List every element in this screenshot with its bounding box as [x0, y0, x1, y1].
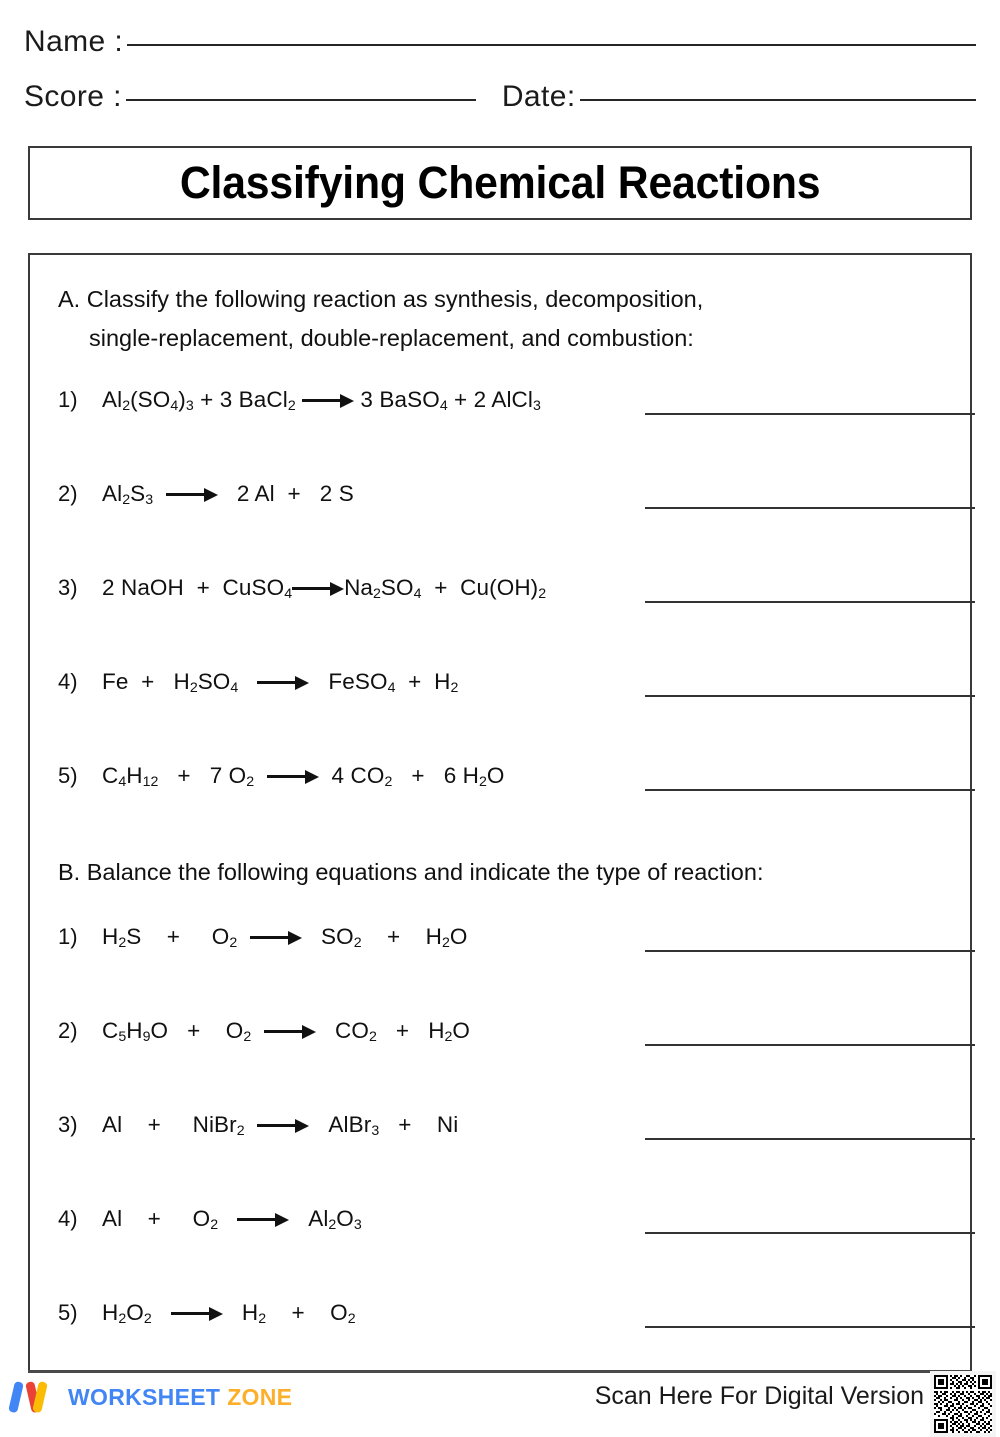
- answer-blank-a3[interactable]: [645, 601, 975, 603]
- name-label: Name :: [24, 25, 124, 58]
- reaction-arrow-icon: [171, 1305, 223, 1321]
- footer-divider: [28, 1370, 972, 1373]
- equation-row-b2: [58, 1014, 974, 1048]
- score-label: Score :: [24, 80, 122, 113]
- section-b-heading-line1: B. Balance the following equations and indicate the type of reaction:: [58, 859, 764, 885]
- score-input-line[interactable]: [126, 99, 476, 101]
- logo-mark-icon: [14, 1381, 60, 1413]
- equation-expression-a4: Fe + H $_2$ SO $_4$ FeSO $_4$ + H $_2$: [102, 669, 459, 696]
- reaction-arrow-icon: [302, 392, 354, 408]
- reaction-arrow-icon: [237, 1211, 289, 1227]
- reaction-arrow-icon: [292, 580, 344, 596]
- section-b-heading: [58, 853, 763, 892]
- reaction-arrow-icon: [257, 674, 309, 690]
- section-a-heading-line2: single-replacement, double-replacement, and combustion:: [89, 325, 694, 352]
- scan-instruction-text: Scan Here For Digital Version: [594, 1382, 924, 1410]
- worksheet-content-box: [28, 253, 972, 1372]
- answer-blank-a5[interactable]: [645, 789, 975, 791]
- equation-number: 5): [58, 763, 78, 788]
- title-box: [28, 146, 972, 220]
- worksheet-zone-logo[interactable]: [14, 1380, 292, 1414]
- logo-text-zone: ZONE: [227, 1383, 293, 1410]
- equation-expression-b5: H $_2$ O $_2$ H $_2$ + O $_2$: [102, 1300, 356, 1327]
- qr-code-icon[interactable]: [930, 1371, 996, 1437]
- equation-row-b4: [58, 1202, 974, 1236]
- equation-expression-b2: C $_5$ H $_9$ O + O $_2$ CO $_2$ + H $_2$ O: [102, 1018, 471, 1045]
- date-label: Date:: [501, 80, 576, 113]
- reaction-arrow-icon: [166, 486, 218, 502]
- equation-number: 1): [58, 387, 78, 412]
- reaction-arrow-icon: [264, 1023, 316, 1039]
- equation-number: 4): [58, 1206, 78, 1231]
- equation-number: 2): [58, 1018, 78, 1043]
- reaction-arrow-icon: [267, 768, 319, 784]
- equation-number: 5): [58, 1300, 78, 1325]
- answer-blank-a1[interactable]: [645, 413, 975, 415]
- reaction-arrow-icon: [250, 929, 302, 945]
- logo-text-worksheet: WORKSHEET: [68, 1383, 221, 1410]
- equation-number: 3): [58, 1112, 78, 1137]
- equation-row-a3: [58, 571, 974, 605]
- date-input-line[interactable]: [580, 99, 976, 101]
- equation-expression-b4: Al + O $_2$ Al $_2$ O $_3$: [102, 1206, 362, 1233]
- equation-number: 1): [58, 924, 78, 949]
- equation-row-a5: [58, 759, 974, 793]
- equation-expression-b3: Al + NiBr $_2$ AlBr $_3$ + Ni: [102, 1112, 459, 1139]
- answer-blank-b4[interactable]: [645, 1232, 975, 1234]
- score-date-field-row: [24, 80, 976, 114]
- equation-number: 3): [58, 575, 78, 600]
- equation-row-a2: [58, 477, 974, 511]
- equation-expression-a1: Al $_2$ (SO $_4$ ) $_3$ + 3 BaCl $_2$ 3 BaSO $_4$ + 2 AlCl $_3$: [102, 387, 541, 414]
- answer-blank-b2[interactable]: [645, 1044, 975, 1046]
- answer-blank-a2[interactable]: [645, 507, 975, 509]
- equation-number: 2): [58, 481, 78, 506]
- equation-row-b1: [58, 920, 974, 954]
- answer-blank-b3[interactable]: [645, 1138, 975, 1140]
- equation-expression-a3: 2 NaOH + CuSO $_4$ Na $_2$ SO $_4$ + Cu(OH) $_2$: [102, 575, 547, 602]
- section-a-heading-line1: A. Classify the following reaction as synthesis, decomposition,: [58, 286, 704, 312]
- equation-row-a1: [58, 383, 974, 417]
- equation-row-b3: [58, 1108, 974, 1142]
- equation-row-a4: [58, 665, 974, 699]
- reaction-arrow-icon: [257, 1117, 309, 1133]
- answer-blank-a4[interactable]: [645, 695, 975, 697]
- footer: [0, 1370, 1000, 1415]
- answer-blank-b5[interactable]: [645, 1326, 975, 1328]
- equation-expression-a5: C $_4$ H $_{12}$ + 7 O $_2$ 4 CO $_2$ + 6 H $_2$ O: [102, 763, 505, 790]
- name-input-line[interactable]: [127, 44, 976, 46]
- name-field-row: [24, 25, 976, 59]
- equation-expression-b1: H $_2$ S + O $_2$ SO $_2$ + H $_2$ O: [102, 924, 468, 951]
- answer-blank-b1[interactable]: [645, 950, 975, 952]
- equation-row-b5: [58, 1296, 974, 1330]
- page-title: Classifying Chemical Reactions: [179, 157, 821, 208]
- equation-expression-a2: Al $_2$ S $_3$ 2 Al + 2 S: [102, 481, 354, 508]
- equation-number: 4): [58, 669, 78, 694]
- section-a-heading: [58, 280, 703, 359]
